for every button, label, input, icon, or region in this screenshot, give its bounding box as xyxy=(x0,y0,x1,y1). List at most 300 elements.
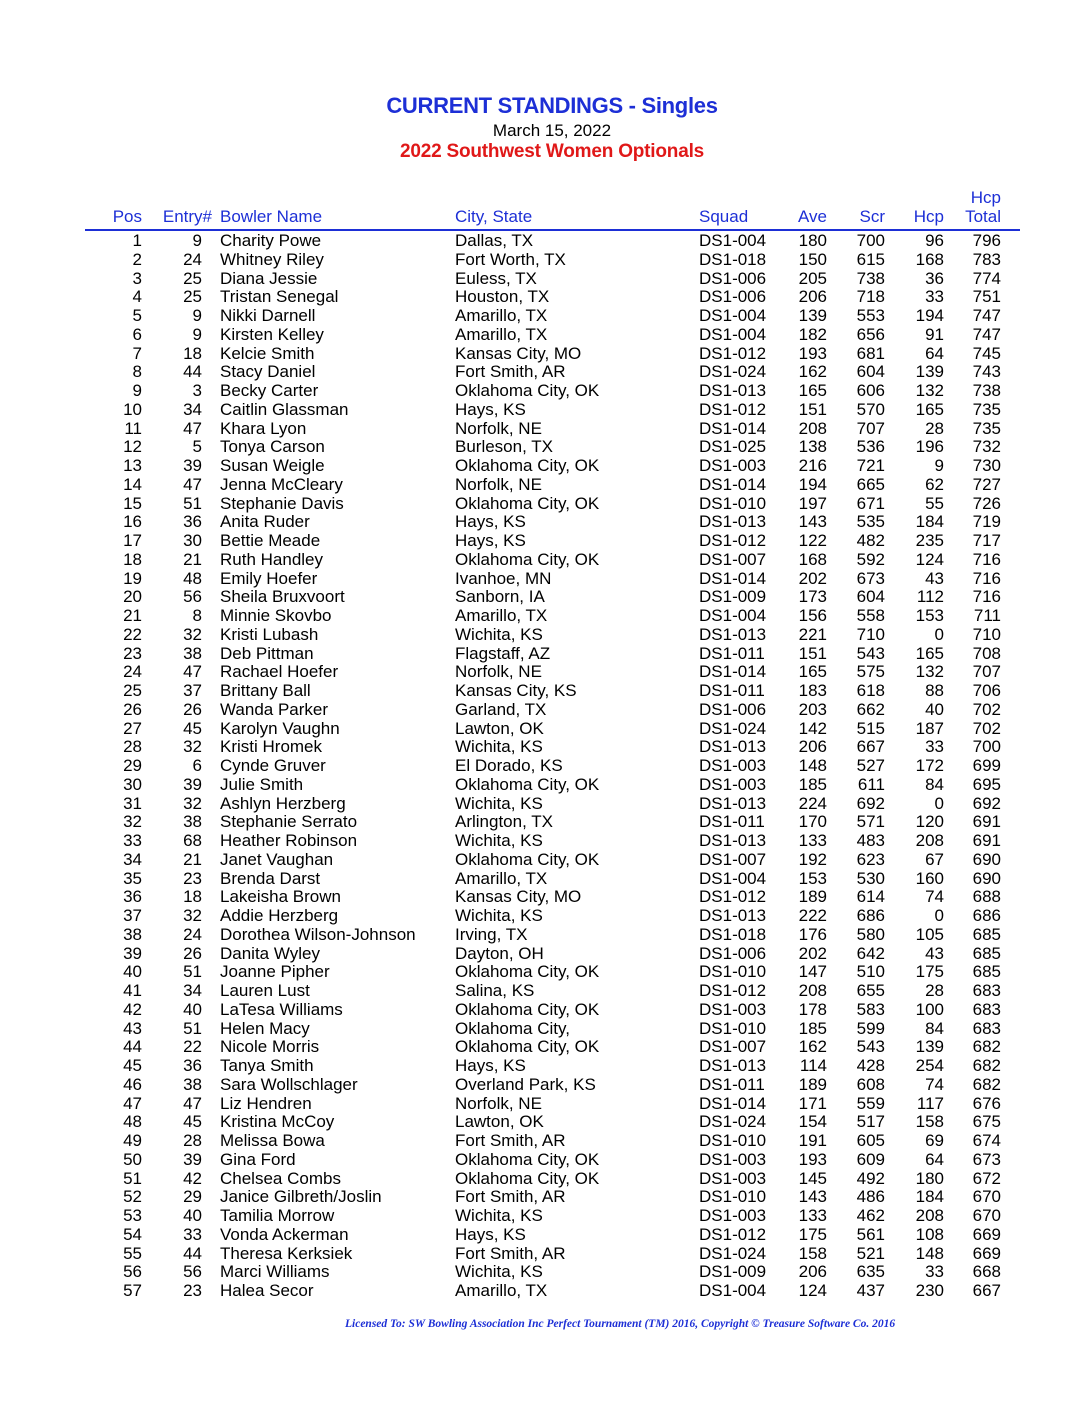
cell-pos: 28 xyxy=(123,737,142,757)
cell-entry: 30 xyxy=(183,531,202,550)
table-row xyxy=(0,326,1088,345)
cell-hcp: 194 xyxy=(915,306,944,325)
cell-scr: 575 xyxy=(856,662,885,682)
cell-entry: 5 xyxy=(192,437,202,457)
cell-hcp: 9 xyxy=(934,456,944,475)
cell-bowler-name: Danita Wyley xyxy=(220,943,320,963)
cell-city-state: Amarillo, TX xyxy=(455,1281,548,1300)
table-row xyxy=(0,232,1088,251)
cell-pos: 57 xyxy=(123,1281,142,1300)
cell-city-state: Hays, KS xyxy=(455,531,526,550)
cell-entry: 56 xyxy=(183,587,202,607)
cell-squad: DS1-012 xyxy=(699,399,767,419)
cell-squad: DS1-013 xyxy=(699,624,767,644)
cell-pos: 56 xyxy=(123,1262,142,1282)
cell-hcp: 43 xyxy=(925,943,944,963)
cell-entry: 25 xyxy=(183,268,202,288)
cell-hcp-total: 738 xyxy=(972,381,1001,400)
cell-hcp-total: 710 xyxy=(972,624,1001,644)
cell-ave: 168 xyxy=(798,549,827,569)
cell-bowler-name: Karolyn Vaughn xyxy=(220,718,340,738)
cell-squad: DS1-024 xyxy=(699,1112,767,1132)
cell-squad: DS1-012 xyxy=(699,1224,767,1244)
cell-squad: DS1-010 xyxy=(699,493,767,513)
cell-hcp: 67 xyxy=(925,849,944,869)
cell-scr: 605 xyxy=(856,1131,885,1150)
cell-bowler-name: Deb Pittman xyxy=(220,643,314,663)
cell-hcp: 36 xyxy=(925,268,944,288)
cell-hcp: 64 xyxy=(925,343,944,363)
cell-city-state: Norfolk, NE xyxy=(455,662,542,682)
cell-hcp: 187 xyxy=(915,718,944,738)
cell-ave: 173 xyxy=(798,587,827,607)
cell-bowler-name: Melissa Bowa xyxy=(220,1131,325,1150)
cell-scr: 482 xyxy=(856,531,885,550)
cell-hcp: 64 xyxy=(925,1149,944,1169)
cell-squad: DS1-014 xyxy=(699,662,767,682)
cell-hcp-total: 730 xyxy=(972,456,1001,475)
cell-hcp-total: 716 xyxy=(972,549,1001,569)
cell-scr: 635 xyxy=(856,1262,885,1282)
cell-ave: 185 xyxy=(798,1018,827,1038)
cell-hcp: 112 xyxy=(916,587,944,607)
cell-city-state: Arlington, TX xyxy=(455,812,553,832)
cell-pos: 29 xyxy=(123,756,142,775)
cell-ave: 154 xyxy=(798,1112,827,1132)
cell-entry: 38 xyxy=(183,643,202,663)
cell-hcp: 108 xyxy=(915,1224,944,1244)
cell-scr: 553 xyxy=(856,306,885,325)
cell-pos: 34 xyxy=(123,849,142,869)
cell-pos: 16 xyxy=(123,512,142,532)
cell-pos: 50 xyxy=(123,1149,142,1169)
col-header-scr: Scr xyxy=(859,207,885,226)
cell-entry: 23 xyxy=(183,1281,202,1300)
table-row xyxy=(0,1020,1088,1039)
cell-entry: 47 xyxy=(183,418,202,438)
cell-city-state: Amarillo, TX xyxy=(455,306,548,325)
cell-hcp: 139 xyxy=(915,1037,944,1057)
table-row xyxy=(0,270,1088,289)
cell-ave: 191 xyxy=(798,1131,827,1150)
cell-hcp-total: 668 xyxy=(972,1262,1001,1282)
cell-bowler-name: Nikki Darnell xyxy=(220,306,316,325)
cell-scr: 692 xyxy=(856,793,885,813)
cell-city-state: Flagstaff, AZ xyxy=(455,643,551,663)
cell-pos: 1 xyxy=(132,231,142,250)
cell-squad: DS1-011 xyxy=(699,1074,765,1094)
cell-hcp-total: 717 xyxy=(972,531,1001,550)
cell-hcp: 43 xyxy=(925,568,944,588)
cell-entry: 29 xyxy=(183,1187,202,1207)
cell-pos: 6 xyxy=(132,324,142,344)
table-row xyxy=(0,363,1088,382)
cell-pos: 47 xyxy=(123,1093,142,1113)
cell-bowler-name: Vonda Ackerman xyxy=(220,1224,349,1244)
cell-bowler-name: Heather Robinson xyxy=(220,831,358,850)
cell-squad: DS1-024 xyxy=(699,362,767,382)
table-row xyxy=(0,251,1088,270)
cell-hcp-total: 716 xyxy=(972,587,1001,607)
cell-city-state: Wichita, KS xyxy=(455,793,543,813)
cell-hcp: 196 xyxy=(915,437,944,457)
cell-ave: 142 xyxy=(798,718,827,738)
cell-bowler-name: Anita Ruder xyxy=(220,512,310,532)
cell-squad: DS1-011 xyxy=(699,643,765,663)
table-row xyxy=(0,1095,1088,1114)
cell-hcp-total: 674 xyxy=(972,1131,1001,1150)
cell-entry: 40 xyxy=(183,1206,202,1225)
cell-pos: 30 xyxy=(123,774,142,794)
cell-pos: 11 xyxy=(124,418,142,438)
cell-bowler-name: Gina Ford xyxy=(220,1149,296,1169)
cell-hcp-total: 688 xyxy=(972,887,1001,907)
cell-city-state: Fort Worth, TX xyxy=(455,249,566,269)
cell-bowler-name: Tristan Senegal xyxy=(220,287,339,307)
cell-city-state: Oklahoma City, OK xyxy=(455,456,600,475)
cell-entry: 36 xyxy=(183,1056,202,1075)
cell-ave: 139 xyxy=(798,306,827,325)
table-row xyxy=(0,701,1088,720)
cell-city-state: Oklahoma City, OK xyxy=(455,849,600,869)
cell-city-state: Fort Smith, AR xyxy=(455,1187,566,1207)
cell-scr: 515 xyxy=(856,718,885,738)
col-header-city: City, State xyxy=(455,207,533,226)
cell-squad: DS1-007 xyxy=(699,549,767,569)
cell-hcp: 184 xyxy=(915,512,944,532)
cell-entry: 28 xyxy=(183,1131,202,1150)
cell-ave: 185 xyxy=(798,774,827,794)
cell-city-state: Amarillo, TX xyxy=(455,606,548,625)
table-row xyxy=(0,1038,1088,1057)
cell-hcp-total: 706 xyxy=(972,681,1001,700)
cell-bowler-name: Diana Jessie xyxy=(220,268,318,288)
cell-scr: 718 xyxy=(856,287,885,307)
cell-entry: 39 xyxy=(183,1149,202,1169)
cell-hcp: 33 xyxy=(925,737,944,757)
cell-hcp-total: 708 xyxy=(972,643,1001,663)
cell-bowler-name: Stacy Daniel xyxy=(220,362,316,382)
cell-scr: 609 xyxy=(856,1149,885,1169)
cell-ave: 165 xyxy=(798,662,827,682)
cell-ave: 133 xyxy=(798,831,827,850)
cell-city-state: Oklahoma City, xyxy=(455,1018,570,1038)
table-row xyxy=(0,663,1088,682)
cell-hcp: 74 xyxy=(925,887,944,907)
cell-hcp-total: 716 xyxy=(972,568,1001,588)
cell-city-state: Oklahoma City, OK xyxy=(455,549,600,569)
cell-hcp: 74 xyxy=(925,1074,944,1094)
col-header-total-top: Hcp xyxy=(970,188,1001,207)
cell-hcp-total: 702 xyxy=(972,718,1001,738)
table-row xyxy=(0,457,1088,476)
cell-squad: DS1-014 xyxy=(699,1093,767,1113)
cell-hcp-total: 711 xyxy=(973,606,1001,625)
cell-scr: 606 xyxy=(856,381,885,400)
cell-hcp-total: 702 xyxy=(972,699,1001,719)
cell-bowler-name: Khara Lyon xyxy=(220,418,307,438)
cell-hcp-total: 691 xyxy=(972,831,1001,850)
cell-squad: DS1-003 xyxy=(699,456,767,475)
cell-squad: DS1-003 xyxy=(699,774,767,794)
cell-squad: DS1-004 xyxy=(699,606,767,625)
cell-hcp: 180 xyxy=(915,1168,944,1188)
table-row xyxy=(0,963,1088,982)
cell-ave: 143 xyxy=(798,1187,827,1207)
cell-hcp: 33 xyxy=(925,1262,944,1282)
cell-squad: DS1-013 xyxy=(699,737,767,757)
cell-bowler-name: Janice Gilbreth/Joslin xyxy=(220,1187,382,1207)
cell-city-state: Fort Smith, AR xyxy=(455,1243,566,1263)
cell-hcp-total: 683 xyxy=(972,1018,1001,1038)
cell-ave: 151 xyxy=(798,399,827,419)
cell-entry: 48 xyxy=(183,568,202,588)
cell-squad: DS1-003 xyxy=(699,999,767,1019)
cell-hcp: 105 xyxy=(915,924,944,944)
cell-bowler-name: Marci Williams xyxy=(220,1262,330,1282)
cell-scr: 667 xyxy=(856,737,885,757)
cell-hcp: 132 xyxy=(915,662,944,682)
cell-ave: 147 xyxy=(798,962,827,982)
cell-bowler-name: Stephanie Serrato xyxy=(220,812,358,832)
cell-pos: 41 xyxy=(123,981,142,1000)
cell-pos: 9 xyxy=(132,381,142,400)
cell-squad: DS1-003 xyxy=(699,1206,767,1225)
table-row xyxy=(0,1057,1088,1076)
table-row xyxy=(0,1132,1088,1151)
cell-hcp-total: 673 xyxy=(972,1149,1001,1169)
cell-ave: 206 xyxy=(798,737,827,757)
cell-pos: 3 xyxy=(132,268,142,288)
cell-pos: 37 xyxy=(123,906,142,925)
cell-hcp-total: 690 xyxy=(972,868,1001,888)
cell-hcp-total: 783 xyxy=(972,249,1001,269)
col-header-ave: Ave xyxy=(798,207,827,226)
cell-hcp: 0 xyxy=(934,906,944,925)
table-row xyxy=(0,1001,1088,1020)
table-row xyxy=(0,813,1088,832)
cell-city-state: Wichita, KS xyxy=(455,1262,543,1282)
cell-pos: 2 xyxy=(132,249,142,269)
cell-squad: DS1-006 xyxy=(699,268,767,288)
cell-squad: DS1-014 xyxy=(699,474,767,494)
cell-squad: DS1-003 xyxy=(699,1149,767,1169)
cell-city-state: Kansas City, MO xyxy=(455,343,582,363)
cell-scr: 614 xyxy=(856,887,885,907)
table-row xyxy=(0,776,1088,795)
cell-hcp: 28 xyxy=(925,418,944,438)
cell-city-state: Hays, KS xyxy=(455,512,526,532)
cell-squad: DS1-013 xyxy=(699,381,767,400)
cell-city-state: Amarillo, TX xyxy=(455,324,548,344)
cell-hcp: 40 xyxy=(925,699,944,719)
table-row xyxy=(0,795,1088,814)
cell-pos: 18 xyxy=(123,549,142,569)
cell-ave: 193 xyxy=(798,343,827,363)
cell-city-state: Wichita, KS xyxy=(455,906,543,925)
cell-ave: 156 xyxy=(798,606,827,625)
table-row xyxy=(0,757,1088,776)
cell-hcp: 91 xyxy=(925,324,944,344)
cell-bowler-name: Joanne Pipher xyxy=(220,962,330,982)
table-row xyxy=(0,1282,1088,1301)
cell-hcp-total: 685 xyxy=(972,924,1001,944)
table-row xyxy=(0,1076,1088,1095)
cell-entry: 45 xyxy=(183,718,202,738)
table-row xyxy=(0,1263,1088,1282)
cell-hcp-total: 690 xyxy=(972,849,1001,869)
cell-hcp: 254 xyxy=(915,1056,944,1075)
cell-hcp-total: 747 xyxy=(972,324,1001,344)
cell-entry: 9 xyxy=(192,306,202,325)
cell-squad: DS1-013 xyxy=(699,831,767,850)
cell-ave: 122 xyxy=(798,531,827,550)
cell-bowler-name: Cynde Gruver xyxy=(220,756,326,775)
cell-ave: 194 xyxy=(798,474,827,494)
cell-hcp: 172 xyxy=(915,756,944,775)
cell-hcp: 62 xyxy=(925,474,944,494)
cell-ave: 205 xyxy=(798,268,827,288)
table-row xyxy=(0,1188,1088,1207)
cell-ave: 162 xyxy=(798,1037,827,1057)
cell-bowler-name: Chelsea Combs xyxy=(220,1168,341,1188)
cell-bowler-name: Theresa Kerksiek xyxy=(220,1243,353,1263)
cell-ave: 192 xyxy=(798,849,827,869)
cell-hcp-total: 735 xyxy=(972,399,1001,419)
cell-scr: 483 xyxy=(856,831,885,850)
cell-entry: 32 xyxy=(183,906,202,925)
cell-entry: 34 xyxy=(183,981,202,1000)
cell-hcp-total: 796 xyxy=(972,231,1001,250)
cell-bowler-name: Whitney Riley xyxy=(220,249,324,269)
cell-ave: 202 xyxy=(798,943,827,963)
cell-hcp-total: 682 xyxy=(972,1037,1001,1057)
cell-squad: DS1-012 xyxy=(699,531,767,550)
table-row xyxy=(0,907,1088,926)
cell-entry: 37 xyxy=(183,681,202,700)
cell-ave: 148 xyxy=(798,756,827,775)
cell-hcp: 230 xyxy=(915,1281,944,1300)
cell-pos: 8 xyxy=(132,362,142,382)
cell-entry: 40 xyxy=(183,999,202,1019)
cell-pos: 7 xyxy=(132,343,142,363)
cell-squad: DS1-007 xyxy=(699,1037,767,1057)
cell-squad: DS1-011 xyxy=(699,681,765,700)
cell-city-state: Oklahoma City, OK xyxy=(455,1149,600,1169)
table-row xyxy=(0,832,1088,851)
cell-pos: 36 xyxy=(123,887,142,907)
table-row xyxy=(0,570,1088,589)
cell-entry: 38 xyxy=(183,1074,202,1094)
cell-bowler-name: Julie Smith xyxy=(220,774,304,794)
cell-ave: 171 xyxy=(798,1093,827,1113)
cell-pos: 10 xyxy=(123,399,142,419)
table-row xyxy=(0,645,1088,664)
cell-city-state: Kansas City, MO xyxy=(455,887,582,907)
cell-scr: 710 xyxy=(856,624,885,644)
cell-entry: 25 xyxy=(183,287,202,307)
cell-ave: 193 xyxy=(798,1149,827,1169)
cell-squad: DS1-009 xyxy=(699,1262,767,1282)
cell-ave: 143 xyxy=(798,512,827,532)
cell-bowler-name: Kirsten Kelley xyxy=(220,324,324,344)
cell-hcp: 168 xyxy=(915,249,944,269)
cell-city-state: Norfolk, NE xyxy=(455,418,542,438)
cell-bowler-name: Sheila Bruxvoort xyxy=(220,587,345,607)
cell-scr: 486 xyxy=(856,1187,885,1207)
cell-bowler-name: Janet Vaughan xyxy=(220,849,334,869)
cell-pos: 45 xyxy=(123,1056,142,1075)
cell-city-state: Burleson, TX xyxy=(455,437,553,457)
cell-entry: 26 xyxy=(183,699,202,719)
cell-ave: 124 xyxy=(798,1281,827,1300)
cell-city-state: Hays, KS xyxy=(455,399,526,419)
cell-bowler-name: Becky Carter xyxy=(220,381,319,400)
cell-city-state: Oklahoma City, OK xyxy=(455,1168,600,1188)
cell-scr: 618 xyxy=(856,681,885,700)
cell-hcp: 184 xyxy=(915,1187,944,1207)
cell-entry: 21 xyxy=(183,849,202,869)
cell-hcp: 0 xyxy=(934,624,944,644)
cell-hcp-total: 672 xyxy=(972,1168,1001,1188)
cell-hcp: 33 xyxy=(925,287,944,307)
event-name: 2022 Southwest Women Optionals xyxy=(399,141,705,162)
cell-city-state: Sanborn, IA xyxy=(455,587,545,607)
cell-scr: 700 xyxy=(856,231,885,250)
cell-bowler-name: Halea Secor xyxy=(220,1281,314,1300)
cell-entry: 9 xyxy=(192,324,202,344)
cell-hcp: 158 xyxy=(915,1112,944,1132)
cell-pos: 32 xyxy=(123,812,142,832)
cell-pos: 53 xyxy=(123,1206,142,1225)
table-row xyxy=(0,1113,1088,1132)
table-row xyxy=(0,945,1088,964)
cell-ave: 165 xyxy=(798,381,827,400)
cell-squad: DS1-013 xyxy=(699,512,767,532)
cell-entry: 32 xyxy=(183,624,202,644)
cell-ave: 170 xyxy=(798,812,827,832)
cell-entry: 39 xyxy=(183,456,202,475)
cell-bowler-name: Lauren Lust xyxy=(220,981,310,1000)
cell-entry: 39 xyxy=(183,774,202,794)
cell-pos: 54 xyxy=(123,1224,142,1244)
cell-ave: 208 xyxy=(798,981,827,1000)
cell-city-state: Irving, TX xyxy=(455,924,528,944)
cell-hcp-total: 726 xyxy=(972,493,1001,513)
cell-squad: DS1-003 xyxy=(699,1168,767,1188)
cell-squad: DS1-010 xyxy=(699,1131,767,1150)
cell-city-state: Wichita, KS xyxy=(455,624,543,644)
cell-bowler-name: Ashlyn Herzberg xyxy=(220,793,346,813)
cell-hcp: 69 xyxy=(925,1131,944,1150)
cell-squad: DS1-012 xyxy=(699,887,767,907)
cell-hcp-total: 695 xyxy=(972,774,1001,794)
cell-bowler-name: Kristina McCoy xyxy=(220,1112,335,1132)
cell-entry: 22 xyxy=(183,1037,202,1057)
cell-pos: 15 xyxy=(123,493,142,513)
cell-scr: 580 xyxy=(856,924,885,944)
cell-squad: DS1-010 xyxy=(699,962,767,982)
cell-ave: 162 xyxy=(798,362,827,382)
cell-pos: 52 xyxy=(123,1187,142,1207)
cell-scr: 510 xyxy=(856,962,885,982)
cell-squad: DS1-007 xyxy=(699,849,767,869)
cell-bowler-name: Liz Hendren xyxy=(220,1093,312,1113)
cell-squad: DS1-014 xyxy=(699,418,767,438)
cell-scr: 558 xyxy=(856,606,885,625)
cell-entry: 56 xyxy=(183,1262,202,1282)
cell-pos: 13 xyxy=(123,456,142,475)
